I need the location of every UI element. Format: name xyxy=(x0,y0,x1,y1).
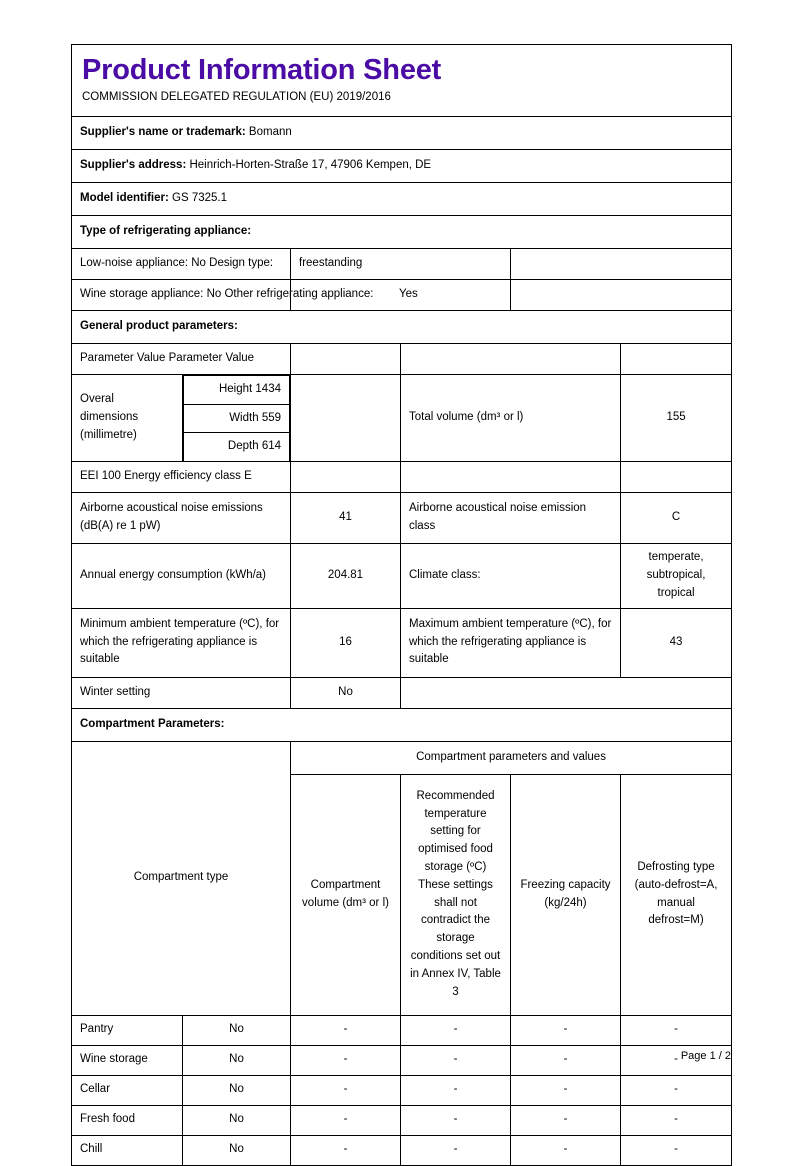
pv-empty-3 xyxy=(621,343,732,374)
appliance-type-heading-cell xyxy=(72,215,732,248)
winter-setting-row xyxy=(72,677,732,708)
compartment-present-0 xyxy=(183,1015,291,1045)
compartment-temp-0 xyxy=(401,1015,511,1045)
compartment-temp-4 xyxy=(401,1135,511,1165)
dimension-row-height xyxy=(184,375,290,404)
compartment-temp-value-4: - xyxy=(453,1143,458,1156)
pv-empty-1 xyxy=(291,343,401,374)
compartment-present-2 xyxy=(183,1075,291,1105)
low-noise-label: Low-noise appliance: No Design type: xyxy=(80,256,274,269)
supplier-name-label: Supplier's name or trademark: xyxy=(80,125,246,138)
winter-empty-cell xyxy=(401,677,732,708)
compartment-heading-cell xyxy=(72,708,732,741)
noise-label-cell xyxy=(72,493,291,544)
supplier-name-value: Bomann xyxy=(248,125,292,138)
page-footer xyxy=(0,1050,802,1062)
compartment-volume-header: Compartment volume (dm³ or l) xyxy=(302,878,389,909)
table-row xyxy=(72,1075,732,1105)
compartment-defrost-value-4: - xyxy=(674,1143,678,1156)
supplier-address-cell xyxy=(72,149,732,182)
eei-empty-2 xyxy=(401,462,621,493)
eei-cell xyxy=(72,462,291,493)
dimensions-sub-cell xyxy=(183,374,291,461)
compartment-temp-value-2: - xyxy=(453,1083,458,1096)
dimensions-subtable xyxy=(183,375,290,461)
compartment-defrost-0 xyxy=(621,1015,732,1045)
min-temp-value-cell xyxy=(291,608,401,677)
noise-value: 41 xyxy=(339,511,352,524)
dimension-depth-value: 614 xyxy=(261,440,281,453)
compartment-type-header-cell xyxy=(72,741,291,1015)
compartment-defrost-header: Defrosting type (auto-defrost=A, manual defrost=M) xyxy=(634,860,718,927)
compartment-defrost-header-cell xyxy=(621,774,732,1015)
min-temp-label-cell xyxy=(72,608,291,677)
energy-value: 204.81 xyxy=(327,568,364,581)
compartment-heading-row xyxy=(72,708,732,741)
dimensions-row xyxy=(72,374,732,461)
compartment-defrost-4 xyxy=(621,1135,732,1165)
compartment-freezing-3 xyxy=(511,1105,621,1135)
dimension-width xyxy=(184,404,290,433)
compartment-freezing-header-cell xyxy=(511,774,621,1015)
supplier-address-label: Supplier's address: xyxy=(80,158,187,171)
compartment-temp-value-0: - xyxy=(453,1023,458,1036)
supplier-name-cell xyxy=(72,116,732,149)
appliance-type-heading: Type of refrigerating appliance: xyxy=(80,224,252,237)
supplier-name-row xyxy=(72,116,732,149)
compartment-freezing-4 xyxy=(511,1135,621,1165)
eei-text: EEI 100 Energy efficiency class E xyxy=(80,470,252,483)
total-volume-value: 155 xyxy=(666,411,686,424)
noise-class-label-cell xyxy=(401,493,621,544)
low-noise-label-cell xyxy=(72,248,291,279)
dimension-width-value: 559 xyxy=(261,411,281,424)
compartment-type-label-2: Cellar xyxy=(80,1083,111,1096)
page-number: Page 1 / 2 xyxy=(680,1050,731,1062)
min-temp-label: Minimum ambient temperature (ºC), for which the refrigerating appliance is suitable xyxy=(80,617,280,666)
compartment-freezing-2 xyxy=(511,1075,621,1105)
eei-empty-3 xyxy=(621,462,732,493)
noise-class-value: C xyxy=(671,511,681,524)
total-volume-label-cell xyxy=(401,374,621,461)
dimension-height-name: Height xyxy=(218,382,253,395)
winter-label-cell xyxy=(72,677,291,708)
compartment-defrost-value-1: - xyxy=(674,1053,678,1066)
regulation-cell xyxy=(72,89,732,116)
compartment-freezing-0 xyxy=(511,1015,621,1045)
table-row xyxy=(72,1015,732,1045)
low-noise-row xyxy=(72,248,732,279)
compartment-type-0 xyxy=(72,1015,183,1045)
title-row xyxy=(72,45,732,89)
compartment-present-value-1: No xyxy=(229,1053,244,1066)
compartment-freezing-value-1: - xyxy=(563,1053,568,1066)
parameter-value-header-cell xyxy=(72,343,291,374)
compartment-temp-2 xyxy=(401,1075,511,1105)
compartment-present-value-0: No xyxy=(229,1023,244,1036)
dimension-depth xyxy=(184,433,290,461)
pv-empty-2 xyxy=(401,343,621,374)
general-heading-row xyxy=(72,310,732,343)
model-cell xyxy=(72,182,732,215)
compartment-freezing-value-3: - xyxy=(563,1113,568,1126)
compartment-temp-header: Recommended temperature setting for optimised food storage (ºC) These settings shall not contradict the storage conditions set out in Annex IV, Table 3 xyxy=(410,789,501,998)
dimension-height xyxy=(184,375,290,404)
compartment-volume-value-0: - xyxy=(343,1023,348,1036)
page-title: Product Information Sheet xyxy=(82,54,442,86)
regulation-row xyxy=(72,89,732,116)
compartment-type-2 xyxy=(72,1075,183,1105)
dimensions-empty-cell xyxy=(291,374,401,461)
max-temp-label-cell xyxy=(401,608,621,677)
compartment-present-4 xyxy=(183,1135,291,1165)
noise-class-value-cell xyxy=(621,493,732,544)
compartment-type-label-3: Fresh food xyxy=(80,1113,135,1126)
total-volume-label: Total volume (dm³ or l) xyxy=(409,411,524,424)
dimension-width-name: Width xyxy=(229,411,259,424)
climate-label-cell xyxy=(401,544,621,608)
climate-label: Climate class: xyxy=(409,568,481,581)
dimension-row-depth xyxy=(184,433,290,461)
compartment-heading: Compartment Parameters: xyxy=(80,717,225,730)
compartment-defrost-value-2: - xyxy=(674,1083,678,1096)
compartment-volume-value-1: - xyxy=(343,1053,348,1066)
parameter-value-header: Parameter Value Parameter Value xyxy=(80,351,255,364)
compartment-freezing-value-2: - xyxy=(563,1083,568,1096)
parameter-value-header-row xyxy=(72,343,732,374)
general-heading-cell xyxy=(72,310,732,343)
compartment-group-header-cell xyxy=(291,741,732,774)
noise-class-label: Airborne acoustical noise emission class xyxy=(409,502,587,533)
other-refrigerating-value: Yes xyxy=(399,287,418,300)
compartment-present-value-3: No xyxy=(229,1113,244,1126)
compartment-defrost-3 xyxy=(621,1105,732,1135)
other-refrigerating-cell xyxy=(399,279,732,310)
dimension-row-width xyxy=(184,404,290,433)
energy-label-cell xyxy=(72,544,291,608)
product-information-sheet xyxy=(71,44,731,1166)
compartment-volume-2 xyxy=(291,1075,401,1105)
compartment-freezing-header: Freezing capacity (kg/24h) xyxy=(520,878,611,909)
wine-storage-row xyxy=(72,279,732,310)
climate-value-cell xyxy=(621,544,732,608)
climate-value: temperate, subtropical, tropical xyxy=(646,551,706,599)
compartment-defrost-value-3: - xyxy=(674,1113,678,1126)
compartment-temp-header-cell xyxy=(401,774,511,1015)
compartment-type-label-4: Chill xyxy=(80,1143,103,1156)
ambient-temp-row xyxy=(72,608,732,677)
wine-storage-label-cell xyxy=(72,279,374,310)
supplier-address-value: Heinrich-Horten-Straße 17, 47906 Kempen, DE xyxy=(189,158,432,171)
energy-row xyxy=(72,544,732,608)
max-temp-label: Maximum ambient temperature (ºC), for which the refrigerating appliance is suitable xyxy=(409,617,612,666)
compartment-group-header-row xyxy=(72,741,732,774)
compartment-type-label-0: Pantry xyxy=(80,1023,114,1036)
compartment-volume-header-cell xyxy=(291,774,401,1015)
compartment-group-header: Compartment parameters and values xyxy=(416,750,606,763)
title-cell xyxy=(72,45,732,89)
info-table xyxy=(71,44,732,1166)
max-temp-value-cell xyxy=(621,608,732,677)
winter-value-cell xyxy=(291,677,401,708)
compartment-volume-value-4: - xyxy=(343,1143,348,1156)
compartment-freezing-value-4: - xyxy=(563,1143,568,1156)
compartment-temp-3 xyxy=(401,1105,511,1135)
design-type-value: freestanding xyxy=(299,256,363,269)
compartment-present-value-2: No xyxy=(229,1083,244,1096)
compartment-type-label-1: Wine storage xyxy=(80,1053,148,1066)
model-label: Model identifier: xyxy=(80,191,169,204)
compartment-type-4 xyxy=(72,1135,183,1165)
compartment-present-value-4: No xyxy=(229,1143,244,1156)
general-heading: General product parameters: xyxy=(80,319,238,332)
compartment-freezing-value-0: - xyxy=(563,1023,568,1036)
compartment-type-3 xyxy=(72,1105,183,1135)
dimensions-label-cell xyxy=(72,374,183,461)
low-noise-empty-cell xyxy=(511,248,732,279)
dimension-depth-name: Depth xyxy=(227,440,259,453)
energy-label: Annual energy consumption (kWh/a) xyxy=(80,568,267,581)
model-value: GS 7325.1 xyxy=(172,191,227,204)
compartment-volume-3 xyxy=(291,1105,401,1135)
max-temp-value: 43 xyxy=(669,635,683,648)
noise-value-cell xyxy=(291,493,401,544)
eei-row xyxy=(72,462,732,493)
total-volume-value-cell xyxy=(621,374,732,461)
noise-row xyxy=(72,493,732,544)
energy-value-cell xyxy=(291,544,401,608)
compartment-volume-value-2: - xyxy=(343,1083,348,1096)
dimension-height-value: 1434 xyxy=(255,382,281,395)
eei-empty-1 xyxy=(291,462,401,493)
noise-label: Airborne acoustical noise emissions (dB(A) re 1 pW) xyxy=(80,502,263,533)
compartment-volume-0 xyxy=(291,1015,401,1045)
compartment-volume-value-3: - xyxy=(343,1113,348,1126)
compartment-volume-4 xyxy=(291,1135,401,1165)
wine-storage-label: Wine storage appliance: No Other refrigerating appliance: xyxy=(80,287,374,300)
compartment-temp-value-1: - xyxy=(453,1053,458,1066)
model-row xyxy=(72,182,732,215)
appliance-type-heading-row xyxy=(72,215,732,248)
design-type-cell xyxy=(291,248,511,279)
supplier-address-row xyxy=(72,149,732,182)
winter-label: Winter setting xyxy=(80,685,151,698)
dimensions-label: Overal dimensions (millimetre) xyxy=(80,393,139,441)
table-row xyxy=(72,1105,732,1135)
compartment-present-3 xyxy=(183,1105,291,1135)
compartment-type-header: Compartment type xyxy=(133,871,229,884)
compartment-defrost-2 xyxy=(621,1075,732,1105)
table-row xyxy=(72,1135,732,1165)
min-temp-value: 16 xyxy=(339,635,352,648)
winter-value: No xyxy=(338,685,353,698)
compartment-temp-value-3: - xyxy=(453,1113,458,1126)
regulation-text: COMMISSION DELEGATED REGULATION (EU) 2019/2016 xyxy=(82,90,391,103)
compartment-defrost-value-0: - xyxy=(674,1023,678,1036)
